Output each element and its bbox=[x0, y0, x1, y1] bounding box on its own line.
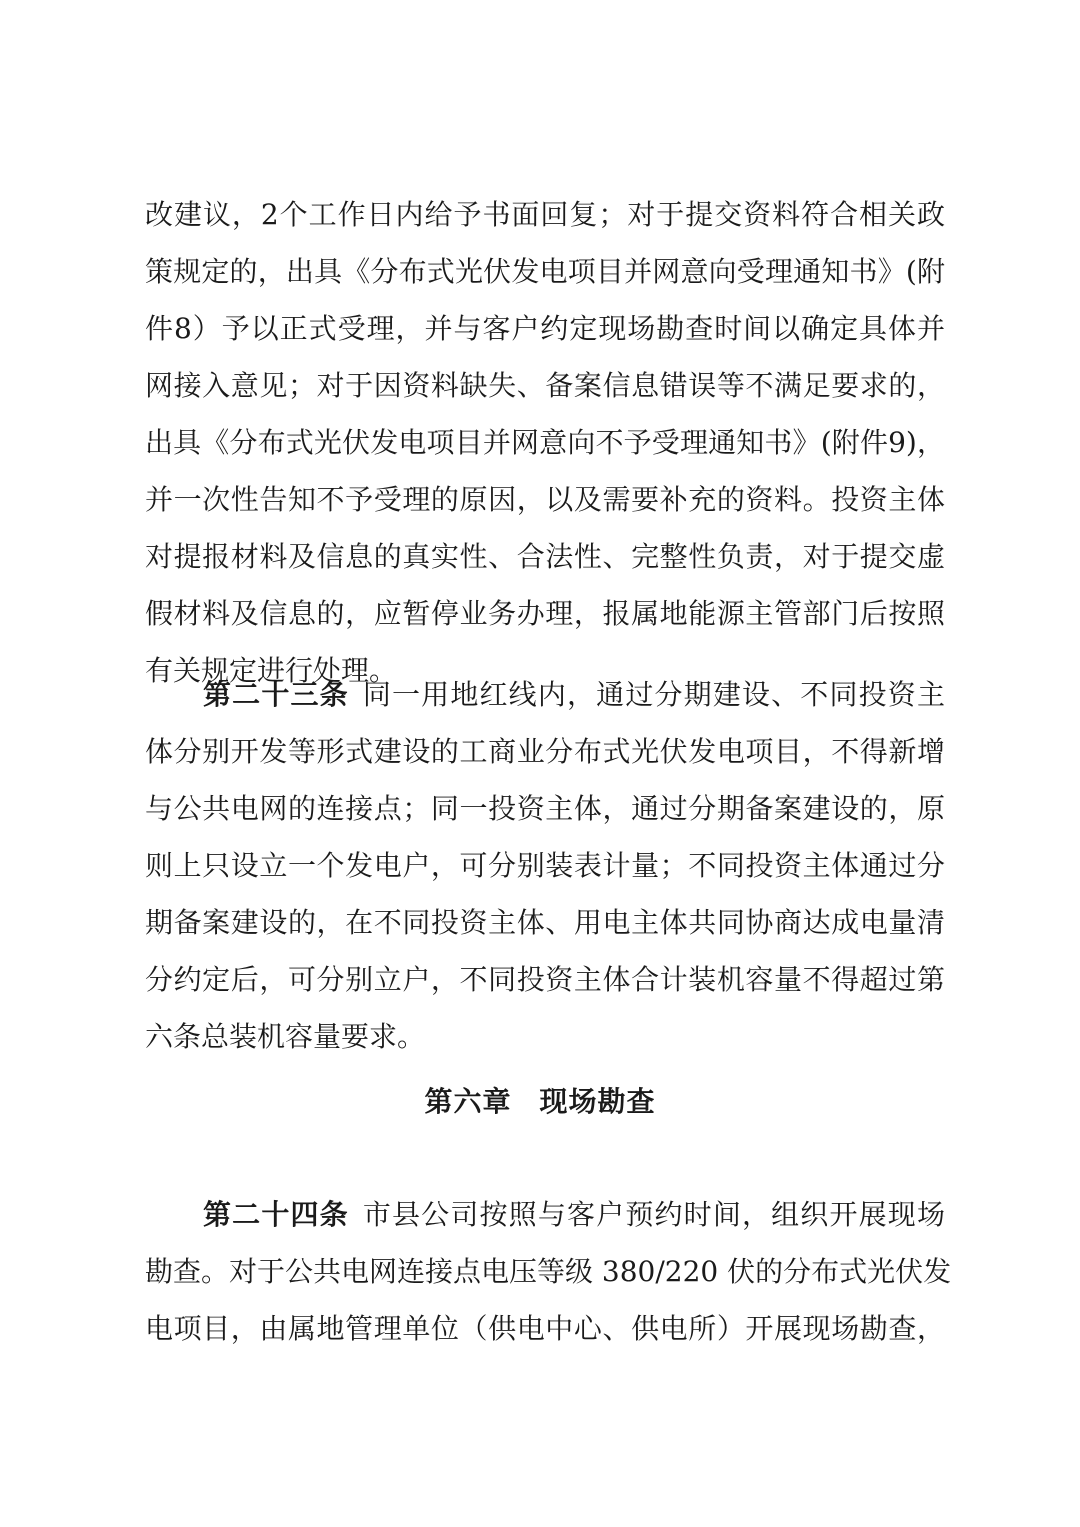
article-first-line bbox=[145, 1186, 945, 1243]
text-line: 出具《分布式光伏发电项目并网意向不予受理通知书》(附件9)， bbox=[145, 426, 945, 459]
chapter-heading bbox=[0, 1080, 1080, 1120]
text-line: 网接入意见；对于因资料缺失、备案信息错误等不满足要求的， bbox=[145, 369, 945, 402]
text-line: 同一用地红线内，通过分期建设、不同投资主 bbox=[362, 678, 945, 711]
text-line: 分约定后，可分别立户，不同投资主体合计装机容量不得超过第 bbox=[145, 963, 945, 996]
text-line: 市县公司按照与客户预约时间，组织开展现场 bbox=[362, 1198, 945, 1231]
text-line: 策规定的，出具《分布式光伏发电项目并网意向受理通知书》(附 bbox=[145, 255, 945, 288]
article-first-line bbox=[145, 666, 945, 723]
text-line: 期备案建设的，在不同投资主体、用电主体共同协商达成电量清 bbox=[145, 906, 945, 939]
text-line: 改建议，2个工作日内给予书面回复；对于提交资料符合相关政 bbox=[145, 198, 945, 231]
paragraph-continued bbox=[145, 186, 945, 699]
chapter-number: 第六章 bbox=[424, 1085, 512, 1118]
chapter-title: 现场勘查 bbox=[539, 1085, 656, 1118]
text-line: 件8）予以正式受理，并与客户约定现场勘查时间以确定具体并 bbox=[145, 312, 945, 345]
article-label: 第二十三条 bbox=[203, 678, 349, 711]
article-23 bbox=[145, 666, 945, 1065]
article-label: 第二十四条 bbox=[203, 1198, 349, 1231]
text-line: 勘查。对于公共电网连接点电压等级 380/220 伏的分布式光伏发 bbox=[145, 1255, 952, 1288]
text-line: 对提报材料及信息的真实性、合法性、完整性负责，对于提交虚 bbox=[145, 540, 945, 573]
text-line: 与公共电网的连接点；同一投资主体，通过分期备案建设的，原 bbox=[145, 792, 945, 825]
text-line: 电项目，由属地管理单位（供电中心、供电所）开展现场勘查， bbox=[145, 1312, 945, 1345]
text-line: 六条总装机容量要求。 bbox=[145, 1020, 426, 1053]
text-line: 则上只设立一个发电户，可分别装表计量；不同投资主体通过分 bbox=[145, 849, 945, 882]
text-line: 假材料及信息的，应暂停业务办理，报属地能源主管部门后按照 bbox=[145, 597, 945, 630]
text-line: 有关规定进行处理。 bbox=[145, 654, 398, 687]
article-24 bbox=[145, 1186, 952, 1357]
text-line: 并一次性告知不予受理的原因，以及需要补充的资料。投资主体 bbox=[145, 483, 945, 516]
text-line: 体分别开发等形式建设的工商业分布式光伏发电项目，不得新增 bbox=[145, 735, 945, 768]
